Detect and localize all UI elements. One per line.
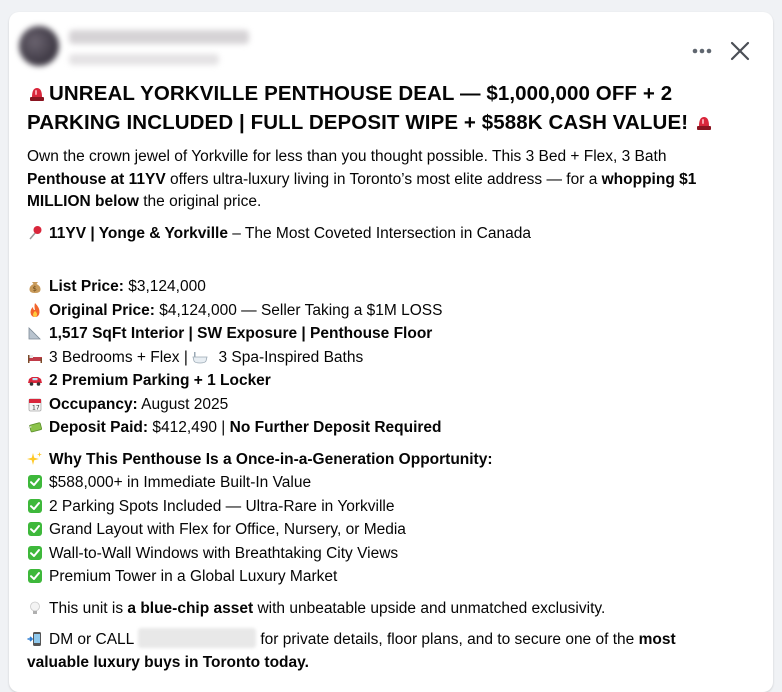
list-item: 2 Parking Spots Included — Ultra-Rare in Yorkville (27, 495, 757, 519)
list-item: $588,000+ in Immediate Built-In Value (27, 471, 757, 495)
post-meta-redacted (69, 54, 219, 65)
checklist (27, 471, 757, 589)
post-card (9, 12, 773, 692)
list-item: Premium Tower in a Global Luxury Market (27, 565, 757, 589)
bathtub-icon (192, 346, 214, 369)
fire-icon (27, 299, 49, 322)
list-item: Grand Layout with Flex for Office, Nursery, or Media (27, 518, 757, 542)
money-bag-icon (27, 275, 49, 298)
close-button[interactable] (727, 38, 753, 64)
deposit-line: Deposit Paid: $412,490 | No Further Deposit Required (27, 416, 757, 440)
post-title: UNREAL YORKVILLE PENTHOUSE DEAL — $1,000,000 OFF + 2 PARKING INCLUDED | FULL DEPOSIT WIPE + $588K CASH VALUE! (27, 80, 757, 138)
check-mark-button-icon (27, 518, 49, 541)
check-mark-button-icon (27, 542, 49, 565)
why-heading: Why This Penthouse Is a Once-in-a-Generation Opportunity: (27, 448, 757, 472)
siren-icon (694, 111, 716, 138)
list-item: Wall-to-Wall Windows with Breathtaking City Views (27, 542, 757, 566)
more-options-button[interactable] (687, 40, 717, 62)
phone-number-redacted[interactable] (138, 628, 256, 648)
location-line: 11YV | Yonge & Yorkville – The Most Coveted Intersection in Canada (27, 222, 757, 246)
close-icon (727, 38, 753, 64)
triangular-ruler-icon (27, 322, 49, 345)
post-body (27, 80, 757, 674)
author-name-redacted[interactable] (69, 30, 249, 44)
svg-text:17: 17 (32, 404, 40, 411)
car-icon (27, 369, 49, 392)
bed-icon (27, 346, 49, 369)
list-price-line: $ List Price: $3,124,000 (27, 275, 757, 299)
bluechip-line: This unit is a blue-chip asset with unbeatable upside and unmatched exclusivity. (27, 597, 757, 621)
money-with-wings-icon (27, 416, 49, 439)
original-price-line: Original Price: $4,124,000 — Seller Taking a $1M LOSS (27, 299, 757, 323)
calendar-icon (27, 393, 49, 416)
svg-text:$: $ (32, 285, 37, 293)
bedrooms-line: 3 Bedrooms + Flex | 3 Spa-Inspired Baths (27, 346, 757, 370)
check-mark-button-icon (27, 471, 49, 494)
light-bulb-icon (27, 597, 49, 620)
interior-line: 1,517 SqFt Interior | SW Exposure | Penthouse Floor (27, 322, 757, 346)
avatar[interactable] (19, 26, 59, 66)
pushpin-icon (27, 222, 49, 245)
check-mark-button-icon (27, 495, 49, 518)
intro-paragraph: Own the crown jewel of Yorkville for less than you thought possible. This 3 Bed + Flex, 3 Bath Penthouse at 11YV offers ultra-luxury living in Toronto’s most elite address — for a whopping $1 MILLION below the original price. (27, 148, 697, 210)
contact-paragraph: DM or CALL for private details, floor plans, and to secure one of the most valuable luxury buys in Toronto today. (27, 628, 757, 674)
sparkles-icon (27, 448, 49, 471)
mobile-phone-arrow-icon (27, 628, 49, 651)
siren-icon (27, 82, 49, 109)
parking-line: 2 Premium Parking + 1 Locker (27, 369, 757, 393)
check-mark-button-icon (27, 565, 49, 588)
post-header (19, 22, 763, 80)
more-icon (687, 40, 717, 62)
occupancy-line: 17 Occupancy: August 2025 (27, 393, 757, 417)
